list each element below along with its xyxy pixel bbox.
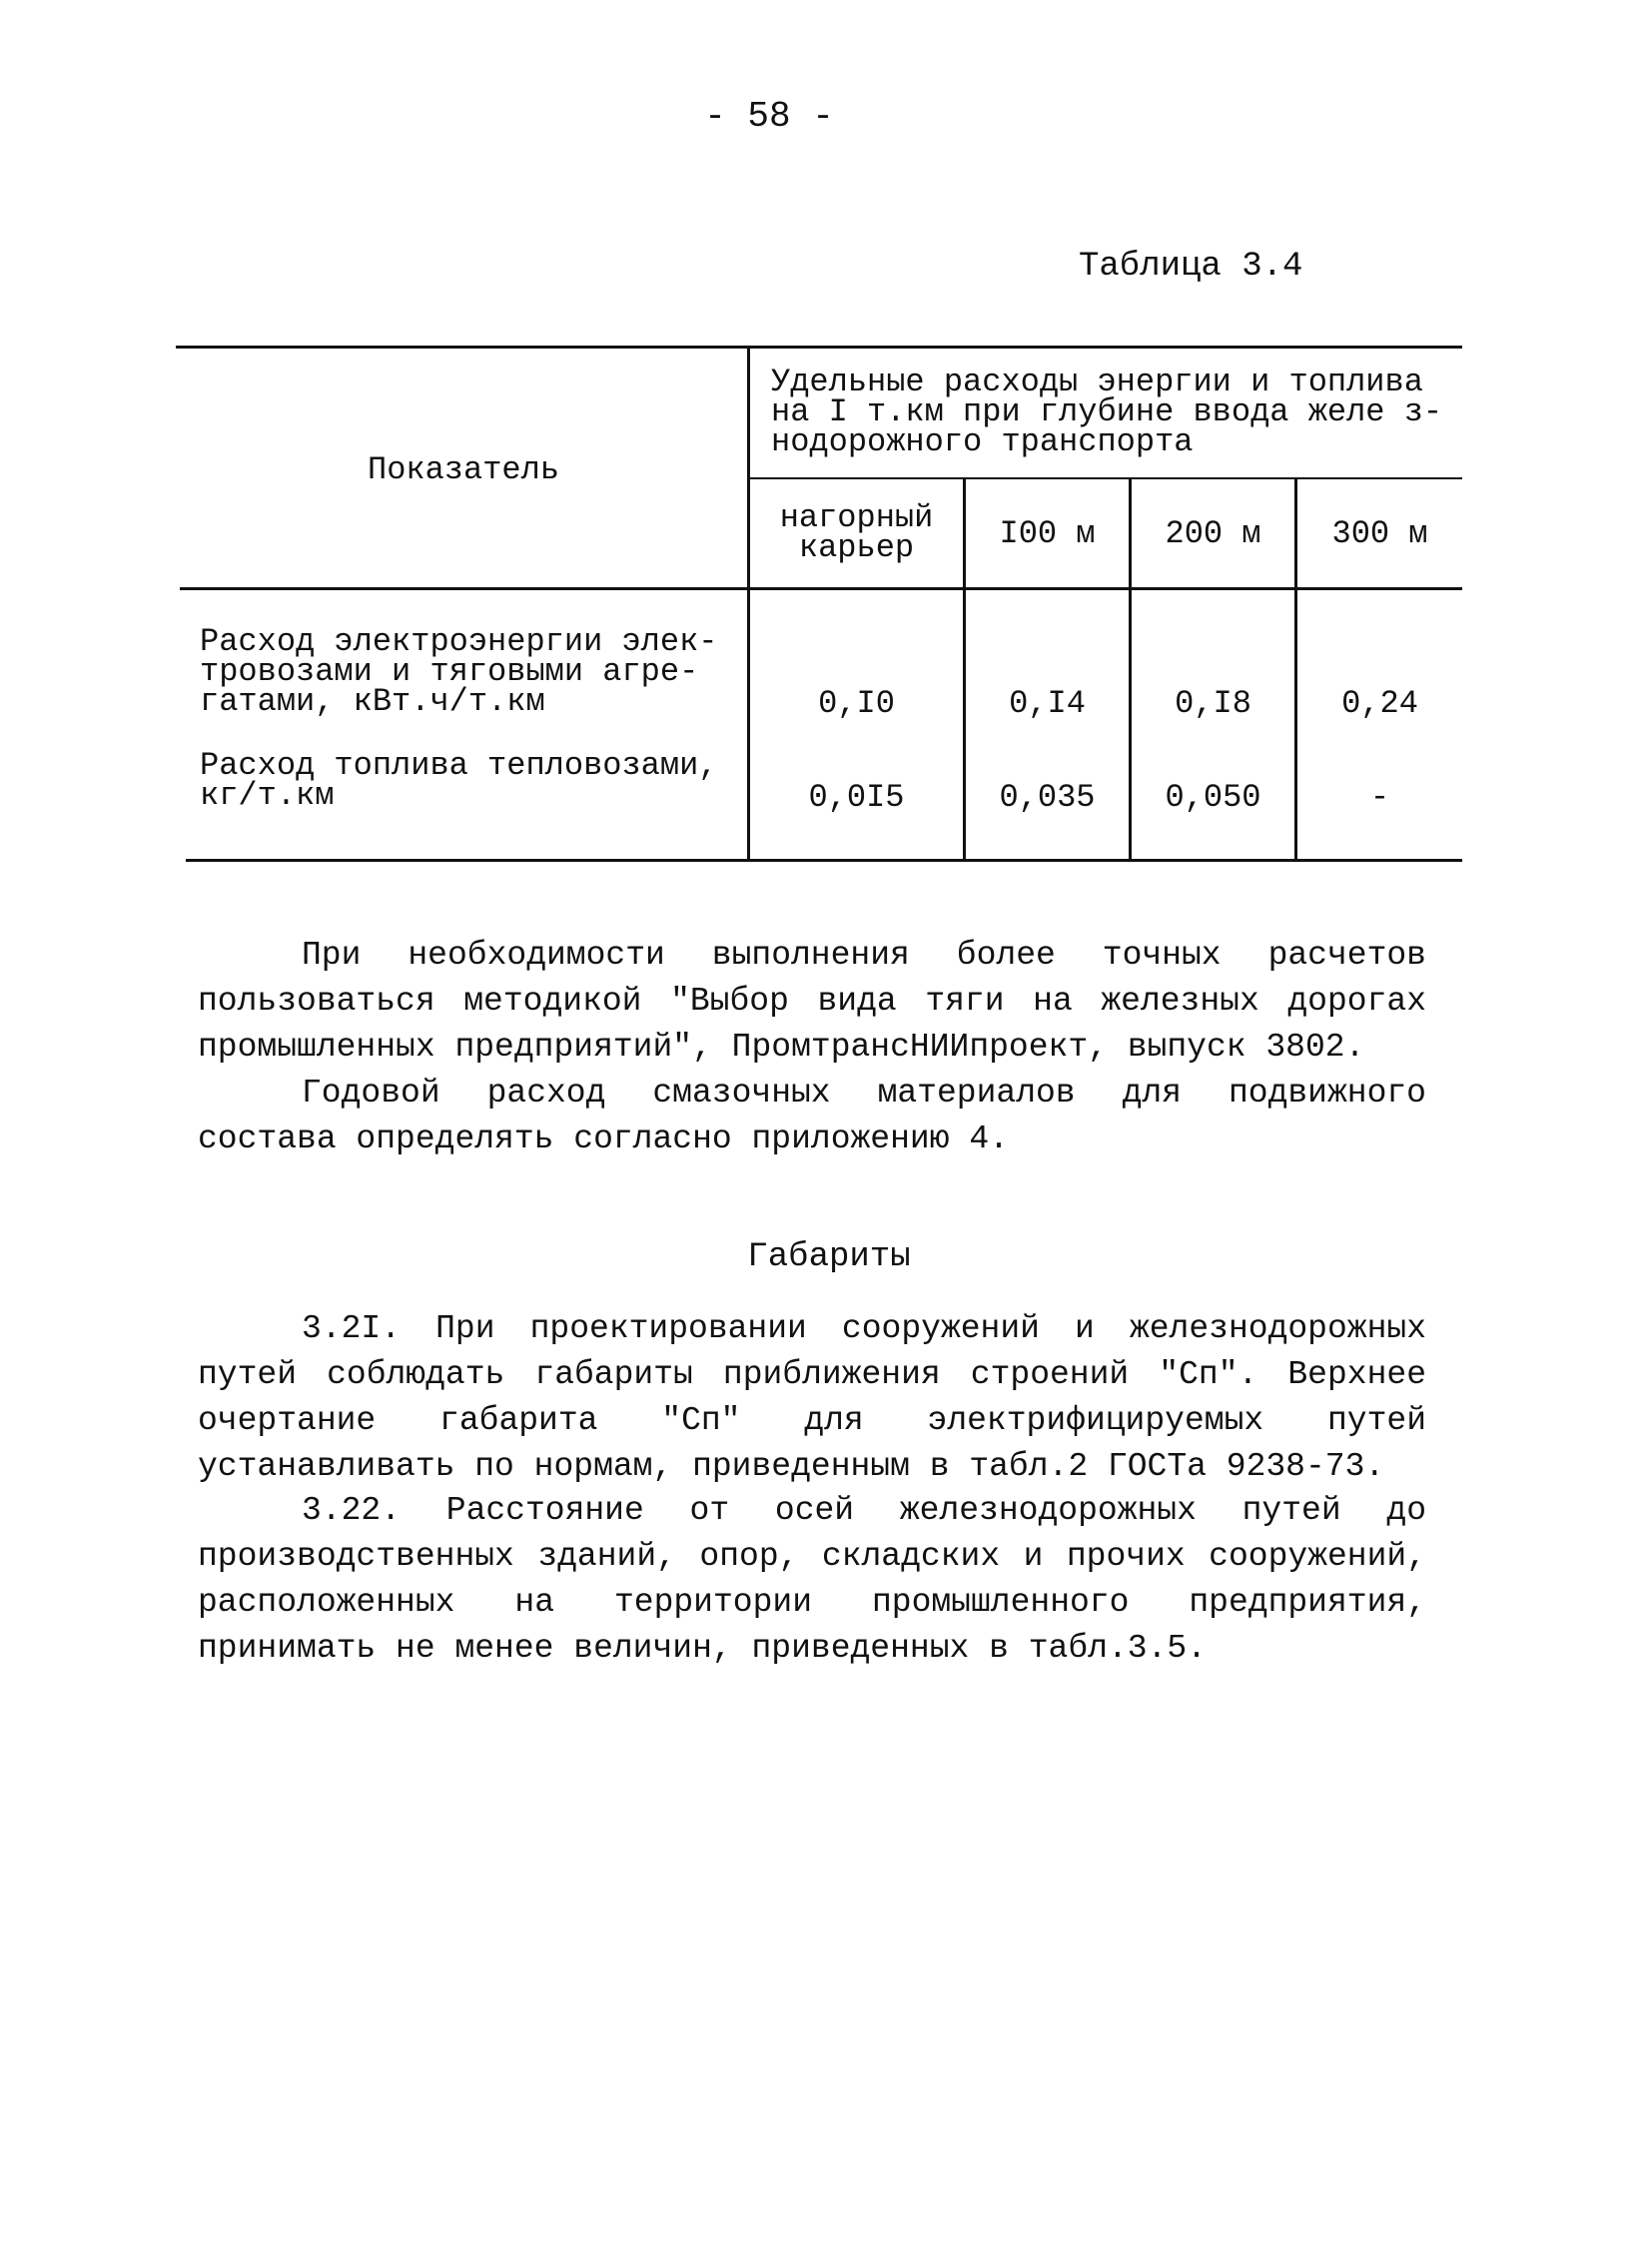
paragraph-methodology: [198, 933, 1426, 1071]
col-divider-main: [747, 346, 750, 859]
table-cell: 0,050: [1165, 779, 1261, 816]
table-cell: 0,24: [1341, 685, 1418, 722]
column-header-line: нагорный: [779, 499, 934, 536]
row-label-line: гатами, кВт.ч/т.км: [200, 683, 545, 720]
row-label-line: Расход топлива тепловозами,: [200, 747, 718, 784]
header-group-line: нодорожного транспорта: [771, 423, 1194, 460]
table-cell: 0,I0: [818, 685, 895, 722]
header-indicator: Показатель: [367, 451, 560, 488]
header-group-line: на I т.км при глубине ввода желе з-: [771, 393, 1443, 430]
column-header-300m: 300 м: [1331, 515, 1428, 552]
row-label-line: тровозами и тяговыми агре-: [200, 653, 699, 690]
table-bottom-rule: [186, 859, 1462, 862]
paragraph-text: При необходимости выполнения более точных расчетов пользоваться методикой "Выбор вида тяги на железных дорогах промышленных предприятий", ПромтрансНИИпроект, выпуск 3802.: [198, 937, 1426, 1066]
column-header-line: карьер: [798, 529, 915, 566]
table-cell: 0,035: [999, 779, 1096, 816]
header-group: [771, 364, 1460, 460]
clause-3-21: [198, 1306, 1426, 1490]
clause-text: 3.2I. При проектировании сооружений и железнодорожных путей соблюдать габариты приближения строений "Сп". Верхнее очертание габарита "Сп" для электрифицируемых путей устанавливать по нормам, приведенным в табл.2 ГОСТа 9238-73.: [198, 1310, 1426, 1485]
row-label-line: Расход электроэнергии элек-: [200, 623, 718, 660]
table-cell: 0,0I5: [808, 779, 905, 816]
table-caption: Таблица 3.4: [1079, 248, 1303, 286]
table-cell: 0,I4: [1009, 685, 1086, 722]
row-label-line: кг/т.км: [200, 777, 335, 814]
column-header-200m: 200 м: [1165, 515, 1261, 552]
column-header-100m: I00 м: [999, 515, 1096, 552]
row-label-electricity: [200, 623, 739, 720]
header-group-line: Удельные расходы энергии и топлива: [771, 364, 1423, 400]
paragraph-lubricants: [198, 1071, 1426, 1162]
header-bottom-rule: [180, 587, 1462, 590]
table-cell: 0,I8: [1175, 685, 1251, 722]
clause-text: 3.22. Расстояние от осей железнодорожных путей до производственных зданий, опор, складских и прочих сооружений, расположенных на территории промышленного предприятия, принимать не менее величин, приведенных в табл.3.5.: [198, 1492, 1426, 1667]
section-title: Габариты: [747, 1238, 911, 1276]
page-number: - 58 -: [704, 96, 834, 137]
row-label-fuel: [200, 747, 739, 814]
table-cell: -: [1369, 779, 1390, 816]
paragraph-text: Годовой расход смазочных материалов для подвижного состава определять согласно приложению 4.: [198, 1075, 1426, 1157]
table-top-rule: [176, 346, 1462, 349]
group-header-rule: [747, 477, 1462, 479]
clause-3-22: [198, 1488, 1426, 1672]
column-header-nagorny: [750, 499, 963, 566]
